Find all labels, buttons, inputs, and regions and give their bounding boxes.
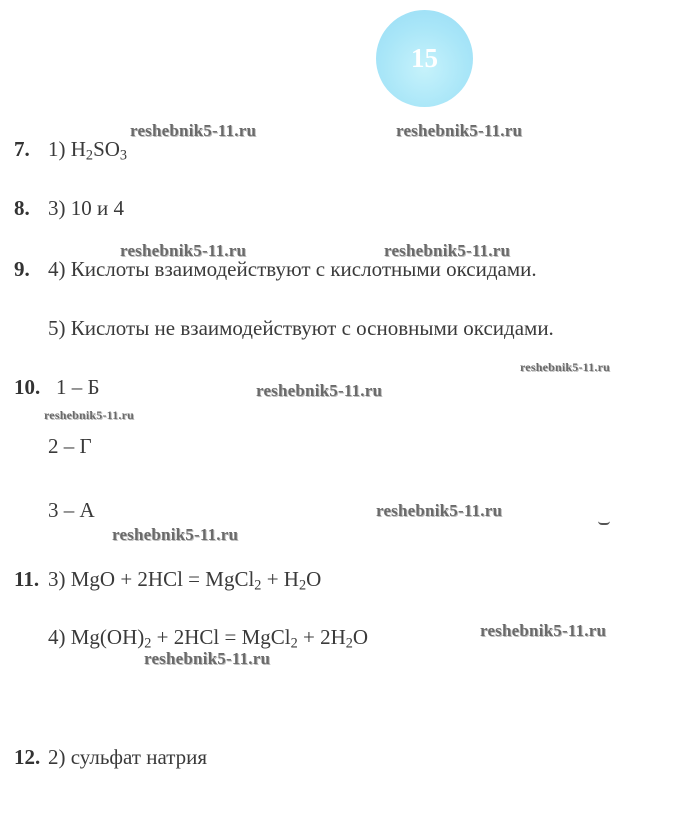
watermark: reshebnik5-11.ru (384, 241, 511, 260)
task-11-answer-1 (48, 567, 321, 592)
watermark: reshebnik5-11.ru (376, 501, 503, 520)
subscript: 2 (254, 577, 262, 594)
watermark: reshebnik5-11.ru (520, 360, 610, 374)
task-10-number: 10. (14, 375, 41, 399)
task-9-answer-1: 4) Кислоты взаимодействуют с кислотными оксидами. (48, 257, 537, 281)
task-10-answer-2: 2 – Г (48, 434, 92, 458)
ink-mark (598, 519, 610, 525)
task-11-number: 11. (14, 567, 40, 591)
answer-text: + 2H (297, 625, 346, 649)
answer-text: O (306, 567, 322, 591)
task-12-number: 12. (14, 745, 41, 769)
watermark: reshebnik5-11.ru (130, 121, 257, 140)
subscript: 3 (119, 147, 128, 164)
task-11-answer-2 (48, 625, 368, 650)
answer-text: O (352, 625, 369, 649)
watermark: reshebnik5-11.ru (256, 381, 383, 400)
task-7-answer (48, 137, 127, 162)
watermark: reshebnik5-11.ru (120, 241, 247, 260)
watermark: reshebnik5-11.ru (480, 621, 607, 640)
watermark: reshebnik5-11.ru (44, 408, 134, 422)
answer-text: SO (93, 137, 120, 161)
watermark: reshebnik5-11.ru (144, 649, 271, 668)
watermark: reshebnik5-11.ru (396, 121, 523, 140)
watermark: reshebnik5-11.ru (112, 525, 239, 544)
task-9-answer-2: 5) Кислоты не взаимодействуют с основными оксидами. (48, 316, 554, 340)
subscript: 2 (298, 577, 307, 594)
page-number-badge (376, 10, 473, 107)
answer-text: + 2HCl = MgCl (151, 625, 291, 649)
subscript: 2 (345, 635, 353, 652)
subscript: 2 (85, 147, 94, 164)
subscript: 2 (290, 635, 298, 652)
task-10-answer-1: 1 – Б (56, 375, 100, 399)
answer-text: 3) MgO + 2HCl = MgCl (48, 567, 255, 591)
answer-text: 4) Mg(OH) (48, 625, 145, 649)
subscript: 2 (144, 635, 152, 652)
page-number: 15 (411, 43, 438, 73)
task-7-number: 7. (14, 137, 30, 161)
answer-text: + H (261, 567, 299, 591)
task-8-number: 8. (14, 196, 30, 220)
answer-text: 1) H (48, 137, 86, 161)
task-8-answer: 3) 10 и 4 (48, 196, 124, 220)
task-10-answer-3: 3 – А (48, 498, 95, 522)
task-12-answer: 2) сульфат натрия (48, 745, 208, 769)
task-9-number: 9. (14, 257, 30, 281)
